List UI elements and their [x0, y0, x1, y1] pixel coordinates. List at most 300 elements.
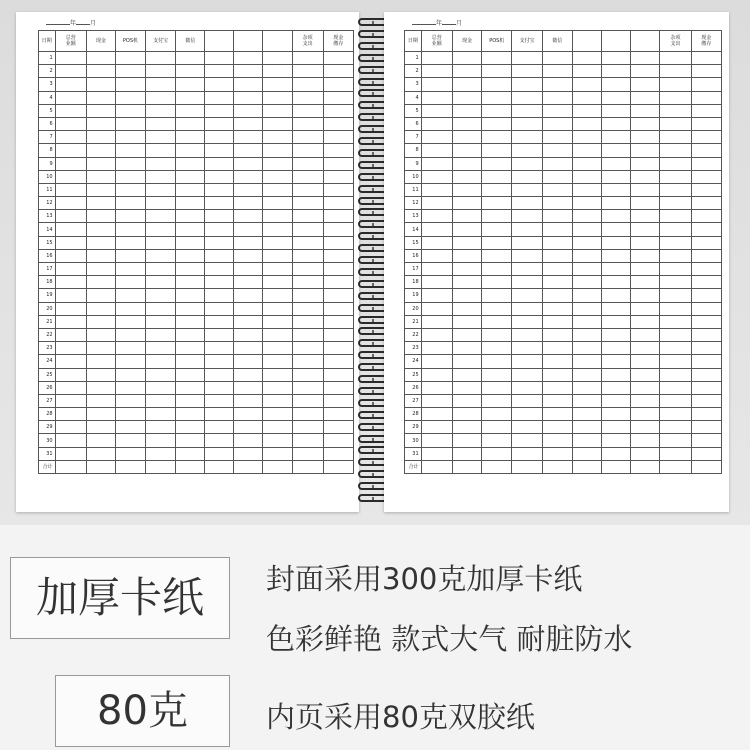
- ledger-cell: [234, 78, 263, 91]
- ledger-cell: [602, 144, 631, 157]
- table-row: [405, 276, 722, 289]
- ledger-cell: [323, 381, 353, 394]
- ledger-cell: [660, 236, 691, 249]
- ledger-cell: [512, 131, 542, 144]
- ledger-cell: [482, 117, 512, 130]
- ledger-cell: [691, 302, 721, 315]
- ledger-cell: [115, 117, 145, 130]
- ledger-cell: [115, 434, 145, 447]
- ledger-cell: [631, 421, 660, 434]
- ledger-cell: [176, 223, 205, 236]
- ledger-cell: [660, 302, 691, 315]
- ledger-cell: [452, 197, 481, 210]
- ledger-cell: [263, 65, 292, 78]
- ledger-cell: [512, 302, 542, 315]
- ledger-cell: [452, 157, 481, 170]
- ledger-cell: [542, 157, 572, 170]
- ledger-cell: [631, 157, 660, 170]
- ledger-cell: [115, 315, 145, 328]
- ledger-cell: [452, 276, 481, 289]
- ledger-column-header: 微信: [176, 31, 205, 52]
- ledger-cell: [263, 421, 292, 434]
- ledger-cell: [482, 381, 512, 394]
- ledger-cell: [86, 434, 115, 447]
- ledger-cell: [176, 328, 205, 341]
- ledger-cell: [234, 421, 263, 434]
- ledger-cell: [572, 223, 601, 236]
- ledger-cell: [660, 170, 691, 183]
- ledger-cell: [115, 157, 145, 170]
- ledger-cell: [691, 328, 721, 341]
- ledger-cell: [421, 78, 452, 91]
- ledger-cell: [234, 408, 263, 421]
- ledger-cell: [234, 223, 263, 236]
- ledger-cell: [542, 91, 572, 104]
- ledger-cell: [146, 315, 176, 328]
- ledger-cell: [263, 289, 292, 302]
- ledger-cell: [660, 183, 691, 196]
- ledger-cell: [512, 104, 542, 117]
- ledger-cell: [421, 144, 452, 157]
- table-row: [405, 91, 722, 104]
- ledger-cell: [55, 394, 86, 407]
- day-number-cell: 21: [39, 315, 56, 328]
- ledger-cell: [421, 421, 452, 434]
- table-row: [39, 394, 354, 407]
- ledger-cell: [660, 289, 691, 302]
- ledger-cell: [452, 381, 481, 394]
- ledger-cell: [86, 131, 115, 144]
- ledger-cell: [86, 52, 115, 65]
- ledger-cell: [542, 355, 572, 368]
- ledger-cell: [205, 223, 234, 236]
- ledger-cell: [691, 394, 721, 407]
- ledger-cell: [691, 421, 721, 434]
- ledger-cell: [482, 65, 512, 78]
- ledger-cell: [421, 302, 452, 315]
- ledger-cell: [86, 368, 115, 381]
- ledger-cell: [482, 421, 512, 434]
- ledger-cell: [234, 276, 263, 289]
- ledger-cell: [323, 197, 353, 210]
- ledger-cell: [602, 394, 631, 407]
- ledger-cell: [234, 144, 263, 157]
- ledger-cell: [55, 342, 86, 355]
- ledger-cell: [263, 302, 292, 315]
- ledger-cell: [292, 342, 323, 355]
- ledger-cell: [691, 78, 721, 91]
- table-row: [39, 368, 354, 381]
- table-row: [405, 447, 722, 460]
- ledger-cell: [292, 460, 323, 473]
- ledger-cell: [421, 434, 452, 447]
- ledger-cell: [176, 289, 205, 302]
- ledger-cell: [292, 210, 323, 223]
- ledger-cell: [572, 183, 601, 196]
- day-number-cell: 27: [39, 394, 56, 407]
- table-row: [405, 236, 722, 249]
- ledger-cell: [176, 144, 205, 157]
- left-ledger-page: [16, 12, 359, 512]
- ledger-cell: [631, 131, 660, 144]
- ledger-cell: [205, 170, 234, 183]
- ledger-cell: [263, 368, 292, 381]
- ledger-cell: [660, 197, 691, 210]
- ledger-cell: [86, 223, 115, 236]
- ledger-cell: [512, 434, 542, 447]
- table-row: [39, 197, 354, 210]
- ledger-cell: [631, 368, 660, 381]
- ledger-cell: [205, 289, 234, 302]
- ledger-column-header: 杂项 支出: [660, 31, 691, 52]
- ledger-cell: [323, 460, 353, 473]
- day-number-cell: 1: [39, 52, 56, 65]
- ledger-cell: [572, 131, 601, 144]
- table-row: [39, 342, 354, 355]
- day-number-cell: 3: [39, 78, 56, 91]
- table-row: [405, 104, 722, 117]
- day-number-cell: 22: [39, 328, 56, 341]
- day-number-cell: 20: [405, 302, 422, 315]
- day-number-cell: 15: [405, 236, 422, 249]
- ledger-cell: [602, 183, 631, 196]
- table-row: [39, 315, 354, 328]
- ledger-column-header: 现金: [86, 31, 115, 52]
- table-row: [39, 52, 354, 65]
- ledger-cell: [323, 447, 353, 460]
- ledger-cell: [205, 236, 234, 249]
- ledger-cell: [482, 302, 512, 315]
- table-row: [405, 210, 722, 223]
- ledger-cell: [234, 52, 263, 65]
- ledger-cell: [263, 447, 292, 460]
- ledger-cell: [602, 302, 631, 315]
- ledger-cell: [572, 249, 601, 262]
- ledger-cell: [323, 210, 353, 223]
- day-number-cell: 30: [39, 434, 56, 447]
- ledger-cell: [512, 381, 542, 394]
- ledger-cell: [323, 342, 353, 355]
- ledger-cell: [631, 434, 660, 447]
- ledger-cell: [176, 52, 205, 65]
- ledger-cell: [115, 197, 145, 210]
- table-row: [39, 302, 354, 315]
- ledger-cell: [115, 144, 145, 157]
- ledger-cell: [176, 78, 205, 91]
- table-row: [405, 328, 722, 341]
- ledger-cell: [86, 78, 115, 91]
- ledger-cell: [55, 315, 86, 328]
- ledger-cell: [482, 131, 512, 144]
- table-row: [39, 408, 354, 421]
- ledger-cell: [482, 315, 512, 328]
- ledger-cell: [482, 104, 512, 117]
- ledger-cell: [631, 408, 660, 421]
- ledger-cell: [572, 91, 601, 104]
- ledger-cell: [205, 78, 234, 91]
- ledger-cell: [292, 52, 323, 65]
- ledger-cell: [205, 368, 234, 381]
- ledger-cell: [512, 52, 542, 65]
- ledger-cell: [512, 328, 542, 341]
- ledger-cell: [660, 223, 691, 236]
- ledger-cell: [205, 104, 234, 117]
- ledger-cell: [452, 408, 481, 421]
- ledger-cell: [55, 210, 86, 223]
- ledger-cell: [512, 355, 542, 368]
- ledger-cell: [572, 263, 601, 276]
- ledger-cell: [234, 355, 263, 368]
- ledger-cell: [323, 170, 353, 183]
- day-number-cell: 17: [405, 263, 422, 276]
- day-number-cell: 29: [405, 421, 422, 434]
- ledger-cell: [631, 381, 660, 394]
- ledger-cell: [482, 210, 512, 223]
- ledger-cell: [452, 210, 481, 223]
- day-number-cell: 7: [405, 131, 422, 144]
- ledger-cell: [146, 460, 176, 473]
- ledger-cell: [421, 117, 452, 130]
- ledger-cell: [55, 408, 86, 421]
- ledger-cell: [482, 236, 512, 249]
- day-number-cell: 1: [405, 52, 422, 65]
- ledger-cell: [452, 249, 481, 262]
- ledger-cell: [146, 210, 176, 223]
- ledger-cell: [86, 144, 115, 157]
- day-number-cell: 30: [405, 434, 422, 447]
- ledger-cell: [602, 91, 631, 104]
- ledger-cell: [631, 236, 660, 249]
- ledger-cell: [205, 144, 234, 157]
- ledger-cell: [602, 170, 631, 183]
- day-number-cell: 31: [39, 447, 56, 460]
- ledger-cell: [542, 328, 572, 341]
- ledger-cell: [660, 210, 691, 223]
- day-number-cell: 14: [39, 223, 56, 236]
- ledger-cell: [602, 276, 631, 289]
- ledger-cell: [602, 236, 631, 249]
- ledger-cell: [421, 276, 452, 289]
- ledger-cell: [55, 78, 86, 91]
- ledger-cell: [572, 236, 601, 249]
- ledger-column-header: POS机: [482, 31, 512, 52]
- ledger-cell: [660, 117, 691, 130]
- ledger-cell: [482, 368, 512, 381]
- ledger-cell: [292, 289, 323, 302]
- day-number-cell: 27: [405, 394, 422, 407]
- ledger-cell: [146, 197, 176, 210]
- ledger-cell: [234, 263, 263, 276]
- ledger-cell: [234, 210, 263, 223]
- ledger-cell: [602, 249, 631, 262]
- ledger-cell: [263, 131, 292, 144]
- cover-description-line2: 色彩鲜艳 款式大气 耐脏防水: [266, 622, 633, 656]
- ledger-cell: [323, 249, 353, 262]
- ledger-cell: [176, 263, 205, 276]
- ledger-cell: [691, 223, 721, 236]
- table-row: [39, 210, 354, 223]
- ledger-cell: [482, 144, 512, 157]
- ledger-cell: [660, 157, 691, 170]
- table-row: [405, 460, 722, 473]
- ledger-cell: [512, 236, 542, 249]
- ledger-cell: [602, 434, 631, 447]
- ledger-cell: [146, 170, 176, 183]
- ledger-cell: [631, 78, 660, 91]
- ledger-header-row: [405, 31, 722, 52]
- ledger-cell: [263, 170, 292, 183]
- ledger-cell: [323, 421, 353, 434]
- ledger-cell: [263, 434, 292, 447]
- ledger-cell: [660, 65, 691, 78]
- ledger-cell: [146, 52, 176, 65]
- ledger-cell: [572, 197, 601, 210]
- ledger-cell: [323, 276, 353, 289]
- ledger-cell: [542, 434, 572, 447]
- ledger-cell: [146, 368, 176, 381]
- ledger-cell: [86, 302, 115, 315]
- ledger-cell: [55, 157, 86, 170]
- ledger-cell: [691, 355, 721, 368]
- ledger-column-header: [205, 31, 234, 52]
- ledger-cell: [602, 355, 631, 368]
- ledger-cell: [205, 302, 234, 315]
- ledger-cell: [452, 460, 481, 473]
- ledger-column-header: 日期: [39, 31, 56, 52]
- ledger-cell: [146, 302, 176, 315]
- ledger-cell: [205, 183, 234, 196]
- ledger-cell: [292, 434, 323, 447]
- table-row: [405, 263, 722, 276]
- ledger-cell: [631, 249, 660, 262]
- ledger-cell: [263, 276, 292, 289]
- day-number-cell: 24: [39, 355, 56, 368]
- ledger-cell: [292, 65, 323, 78]
- table-row: [39, 117, 354, 130]
- ledger-column-header: 微信: [542, 31, 572, 52]
- ledger-cell: [691, 157, 721, 170]
- ledger-column-header: [263, 31, 292, 52]
- ledger-cell: [55, 144, 86, 157]
- day-number-cell: 12: [39, 197, 56, 210]
- ledger-cell: [691, 144, 721, 157]
- day-number-cell: 23: [405, 342, 422, 355]
- day-number-cell: 10: [39, 170, 56, 183]
- day-number-cell: 26: [405, 381, 422, 394]
- table-row: [405, 249, 722, 262]
- ledger-cell: [176, 131, 205, 144]
- ledger-cell: [631, 52, 660, 65]
- ledger-table: [404, 30, 722, 474]
- ledger-cell: [323, 328, 353, 341]
- ledger-cell: [512, 65, 542, 78]
- day-number-cell: 23: [39, 342, 56, 355]
- ledger-cell: [176, 421, 205, 434]
- ledger-cell: [263, 104, 292, 117]
- ledger-cell: [512, 157, 542, 170]
- ledger-cell: [660, 328, 691, 341]
- ledger-cell: [512, 315, 542, 328]
- ledger-cell: [691, 91, 721, 104]
- ledger-cell: [323, 302, 353, 315]
- day-number-cell: 22: [405, 328, 422, 341]
- table-row: [39, 183, 354, 196]
- ledger-cell: [421, 394, 452, 407]
- ledger-cell: [146, 131, 176, 144]
- ledger-cell: [55, 91, 86, 104]
- ledger-cell: [55, 236, 86, 249]
- table-row: [39, 223, 354, 236]
- ledger-cell: [55, 276, 86, 289]
- ledger-cell: [452, 117, 481, 130]
- ledger-cell: [572, 381, 601, 394]
- day-number-cell: 2: [39, 65, 56, 78]
- ledger-cell: [263, 263, 292, 276]
- ledger-cell: [176, 91, 205, 104]
- ledger-cell: [292, 381, 323, 394]
- ledger-cell: [572, 104, 601, 117]
- ledger-cell: [115, 210, 145, 223]
- ledger-cell: [691, 381, 721, 394]
- ledger-cell: [512, 342, 542, 355]
- ledger-cell: [86, 355, 115, 368]
- ledger-cell: [482, 157, 512, 170]
- ledger-cell: [602, 104, 631, 117]
- ledger-cell: [452, 78, 481, 91]
- ledger-cell: [86, 197, 115, 210]
- ledger-cell: [323, 157, 353, 170]
- ledger-cell: [292, 170, 323, 183]
- ledger-cell: [482, 91, 512, 104]
- ledger-cell: [86, 91, 115, 104]
- ledger-cell: [421, 157, 452, 170]
- ledger-cell: [176, 394, 205, 407]
- ledger-cell: [660, 434, 691, 447]
- table-row: [39, 328, 354, 341]
- ledger-cell: [421, 197, 452, 210]
- ledger-cell: [421, 183, 452, 196]
- inner-label-box: 80克: [55, 675, 230, 747]
- ledger-cell: [55, 328, 86, 341]
- day-number-cell: 13: [39, 210, 56, 223]
- cover-description-line1: 封面采用300克加厚卡纸: [266, 562, 583, 596]
- ledger-cell: [292, 131, 323, 144]
- ledger-cell: [115, 394, 145, 407]
- caption-area: [0, 525, 750, 750]
- ledger-cell: [452, 104, 481, 117]
- ledger-cell: [146, 276, 176, 289]
- ledger-cell: [542, 460, 572, 473]
- table-row: [405, 434, 722, 447]
- ledger-cell: [55, 223, 86, 236]
- ledger-cell: [263, 408, 292, 421]
- day-number-cell: 4: [39, 91, 56, 104]
- ledger-cell: [86, 394, 115, 407]
- ledger-cell: [602, 289, 631, 302]
- ledger-cell: [660, 355, 691, 368]
- ledger-cell: [292, 104, 323, 117]
- ledger-cell: [86, 460, 115, 473]
- ledger-cell: [421, 210, 452, 223]
- ledger-cell: [572, 315, 601, 328]
- ledger-cell: [176, 434, 205, 447]
- ledger-cell: [146, 249, 176, 262]
- day-number-cell: 12: [405, 197, 422, 210]
- ledger-cell: [146, 104, 176, 117]
- ledger-cell: [421, 315, 452, 328]
- table-row: [39, 434, 354, 447]
- day-number-cell: 18: [405, 276, 422, 289]
